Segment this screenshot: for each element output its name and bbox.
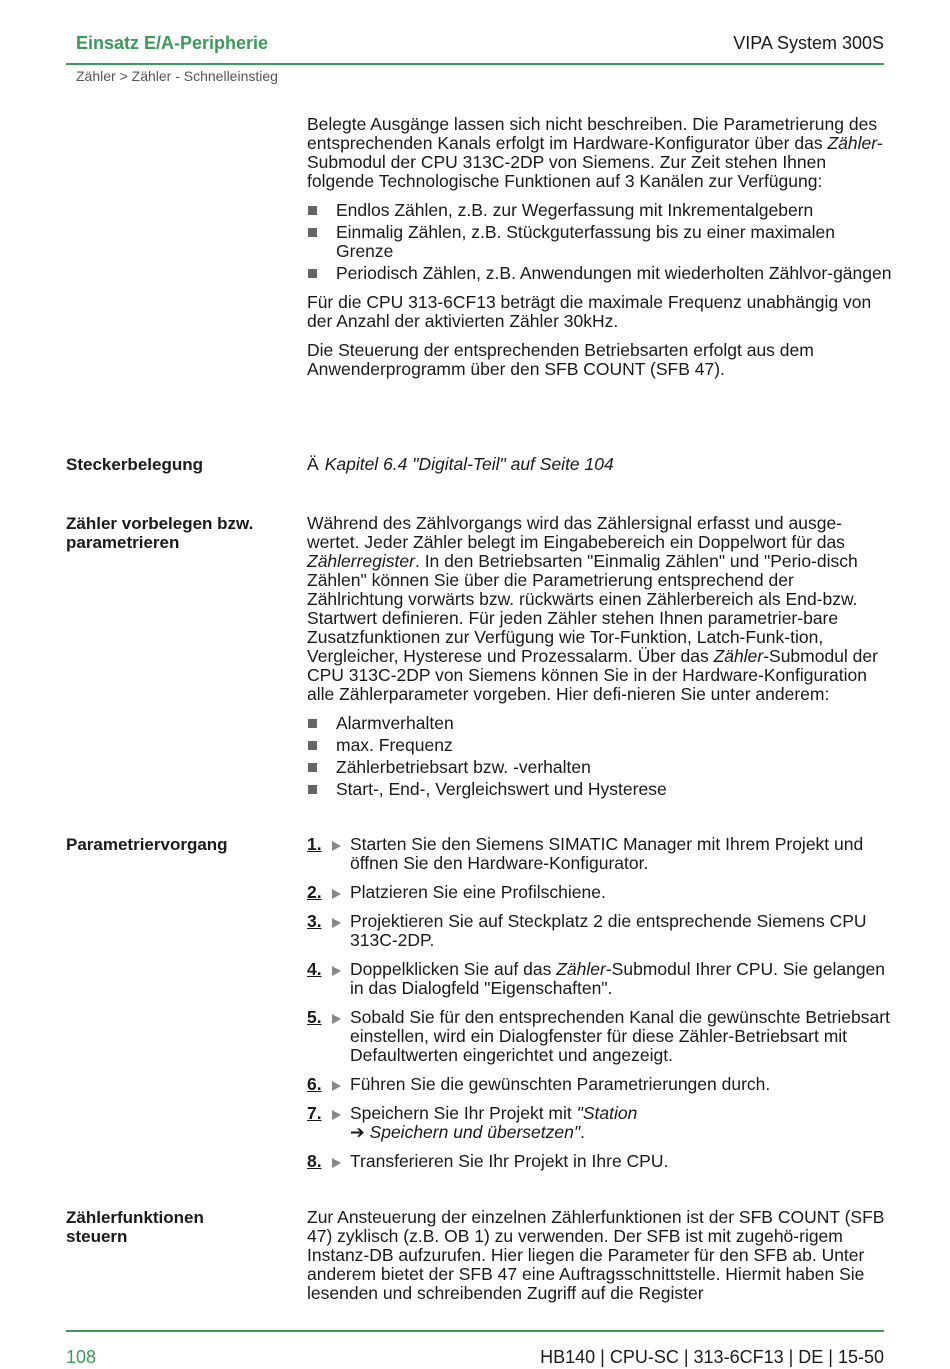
square-bullet-icon <box>308 228 317 237</box>
step-arrow-icon <box>332 966 341 976</box>
section-label-vorbelegen: Zähler vorbelegen bzw. parametrieren <box>66 514 254 552</box>
section-label-stecker: Steckerbelegung <box>66 455 203 474</box>
list-item: Endlos Zählen, z.B. zur Wegerfassung mit Inkrementalgebern <box>307 201 892 220</box>
square-bullet-icon <box>308 719 317 728</box>
stecker-content <box>307 455 892 474</box>
intro-section <box>307 115 892 389</box>
step-arrow-icon <box>332 918 341 928</box>
step-arrow-icon <box>332 1081 341 1091</box>
step-arrow-icon <box>332 841 341 851</box>
step-arrow-icon <box>332 1110 341 1120</box>
breadcrumb: Zähler > Zähler - Schnelleinstieg <box>76 68 278 84</box>
step-item: 2. Platzieren Sie eine Profilschiene. <box>307 882 606 902</box>
menu-path-arrow-icon: ➔ <box>350 1122 365 1142</box>
intro-paragraph-1: Belegte Ausgänge lassen sich nicht beschreiben. Die Parametrierung des entsprechenden Kanals erfolgt im Hardware-Konfigurator über das Zähler-Submodul der CPU 313C-2DP von Siemens. Zur Zeit stehen Ihnen folgende Technologische Funktionen auf 3 Kanälen zur Verfügung: <box>307 114 883 191</box>
square-bullet-icon <box>308 785 317 794</box>
footer-rule <box>66 1330 884 1332</box>
list-item: Alarmverhalten <box>307 714 892 733</box>
step-arrow-icon <box>332 1014 341 1024</box>
step-item: 5. Sobald Sie für den entsprechenden Kanal die gewünschte Betriebsart einstellen, wird ein Dialogfenster für diese Zähler-Betriebsart mit Defaultwerten eingerichtet und angezeigt. <box>307 1007 890 1065</box>
square-bullet-icon <box>308 206 317 215</box>
list-item: max. Frequenz <box>307 736 892 755</box>
list-item: Periodisch Zählen, z.B. Anwendungen mit wiederholten Zählvor-gängen <box>307 264 892 283</box>
list-item: Einmalig Zählen, z.B. Stückguterfassung bis zu einer maximalen Grenze <box>307 223 892 261</box>
square-bullet-icon <box>308 741 317 750</box>
list-item: Zählerbetriebsart bzw. -verhalten <box>307 758 892 777</box>
step-arrow-icon <box>332 889 341 899</box>
square-bullet-icon <box>308 269 317 278</box>
section-label-vorgang: Parametriervorgang <box>66 835 228 854</box>
link-arrow-icon: Ä <box>307 454 319 474</box>
step-item: 6. Führen Sie die gewünschten Parametrierungen durch. <box>307 1074 771 1094</box>
vorbelegen-paragraph: Während des Zählvorgangs wird das Zählersignal erfasst und ausge-wertet. Jeder Zähler belegt im Eingabebereich ein Doppelwort für das Zählerregister. In den Betriebsarten "Einmalig Zählen" und "Perio-disch Zählen" können Sie über die Parametrierung entsprechend der Zählrichtung vorwärts bzw. rückwärts einen Zählerbereich als End-bzw. Startwert definieren. Für jeden Zähler stehen Ihnen parametrier-bare Zusatzfunktionen zur Verfügung wie Tor-Funktion, Latch-Funk-tion, Vergleicher, Hysterese und Prozessalarm. Über das Zähler-Submodul der CPU 313C-2DP von Siemens können Sie in der Hardware-Konfiguration alle Zählerparameter vorgeben. Hier defi-nieren Sie unter anderem: <box>307 513 878 704</box>
header-rule <box>66 63 884 65</box>
chapter-link[interactable]: Ä Kapitel 6.4 "Digital-Teil" auf Seite 104 <box>307 454 614 474</box>
product-title: VIPA System 300S <box>733 33 884 53</box>
vorgang-steps <box>307 835 892 1181</box>
chapter-title: Einsatz E/A-Peripherie <box>76 33 269 53</box>
step-arrow-icon <box>332 1158 341 1168</box>
step-item: 1. Starten Sie den Siemens SIMATIC Manager mit Ihrem Projekt und öffnen Sie den Hardware-Konfigurator. <box>307 834 864 873</box>
page-number: 108 <box>66 1347 97 1367</box>
vorbelegen-content <box>307 514 892 809</box>
step-item: 7. Speichern Sie Ihr Projekt mit "Station ➔ Speichern und übersetzen". <box>307 1103 638 1142</box>
function-list <box>307 201 892 283</box>
list-item: Start-, End-, Vergleichswert und Hysterese <box>307 780 892 799</box>
steuern-paragraph: Zur Ansteuerung der einzelnen Zählerfunktionen ist der SFB COUNT (SFB 47) zyklisch (z.B. OB 1) zu verwenden. Der SFB ist mit zugehö-rigem Instanz-DB aufzurufen. Hier liegen die Parameter für den SFB ab. Unter anderem bietet der SFB 47 eine Auftragsschnittstelle. Hiermit haben Sie lesenden und schreibenden Zugriff auf die Register <box>307 1207 885 1303</box>
section-label-steuern: Zählerfunktionen steuern <box>66 1208 204 1246</box>
intro-paragraph-3: Die Steuerung der entsprechenden Betriebsarten erfolgt aus dem Anwenderprogramm über den SFB COUNT (SFB 47). <box>307 340 814 379</box>
step-item: 3. Projektieren Sie auf Steckplatz 2 die entsprechende Siemens CPU 313C-2DP. <box>307 911 867 950</box>
intro-paragraph-2: Für die CPU 313-6CF13 beträgt die maximale Frequenz unabhängig von der Anzahl der aktivierten Zähler 30kHz. <box>307 292 872 331</box>
steuern-content <box>307 1208 892 1313</box>
document-id: HB140 | CPU-SC | 313-6CF13 | DE | 15-50 <box>540 1347 884 1367</box>
parameter-list <box>307 714 892 799</box>
square-bullet-icon <box>308 763 317 772</box>
step-item: 8. Transferieren Sie Ihr Projekt in Ihre CPU. <box>307 1151 669 1171</box>
step-item: 4. Doppelklicken Sie auf das Zähler-Submodul Ihrer CPU. Sie gelangen in das Dialogfeld "Eigenschaften". <box>307 959 886 998</box>
